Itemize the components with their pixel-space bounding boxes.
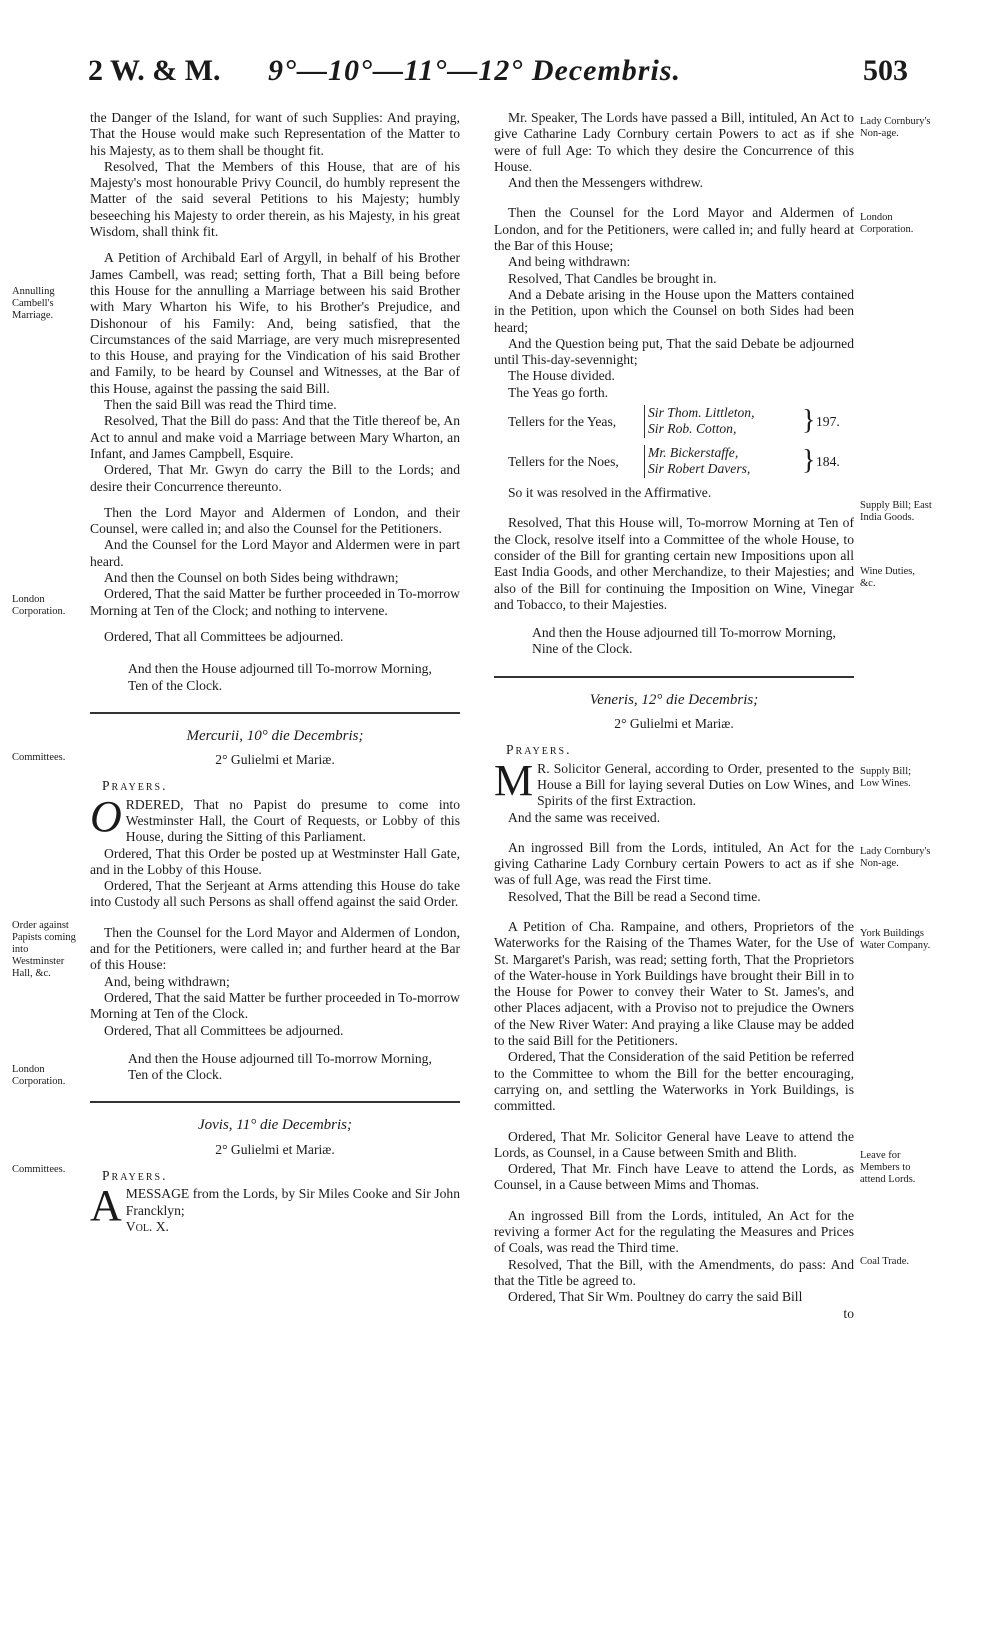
tellers-label: Tellers for the Yeas, [508,414,617,430]
margin-note-leave-for-members: Leave for Members to attend Lords. [860,1150,916,1185]
paragraph: Resolved, That the Members of this House, that are of his Majesty's most honourable Privy Council, do humbly represent the Matter of the said several Petitions to his Majesty; humbly beseeching his Majesty to order therein, as his Majesty, in his great Wisdom, shall think fit. [90,158,460,240]
teller-name: Mr. Bickerstaffe, [648,445,739,461]
vote-count: 197. [816,414,840,430]
paragraph: An ingrossed Bill from the Lords, intituled, An Act for the reviving a former Act for the regulating the Measures and Prices of Coals, was read the Third time. [494,1207,854,1256]
day-heading: Veneris, 12° die Decembris; [589,691,759,708]
right-column [494,110,854,1322]
page-number: 503 [863,54,908,87]
paragraph: So it was resolved in the Affirmative. [508,485,712,501]
paragraph: Ordered, That Mr. Gwyn do carry the Bill to the Lords; and desire their Concurrence thereunto. [90,462,460,494]
teller-name: Sir Thom. Littleton, [648,405,755,421]
paragraph: Resolved, That this House will, To-morrow Morning at Ten of the Clock, resolve itself into a Committee of the whole House, to consider of the Bill for granting certain new Impositions upon all East India Goods, and other Merchandize, to their Majesties; and also of the Bill for continuing the Imposition on Wine, Vinegar and Tobacco, to their Majesties. [494,515,854,612]
section-divider [90,712,460,714]
paragraph: A Petition of Cha. Rampaine, and others, Proprietors of the Waterworks for the Raising of the Thames Water, for the Use of St. Margaret's Parish, was read; setting forth, That the Proprietors of the Water-house in York Buildings have brought their Bill in to the House for Power to convey their Water to St. James's, and other Places adjacent, with a Proviso not to prejudice the Owners of the New River Water: And praying a like Clause may be added to the said Bill for the Petitioners. [494,918,854,1049]
paragraph-text: R. Solicitor General, according to Order, presented to the House a Bill for laying several Duties on Low Wines, and Spirits of the first Extraction. [537,760,854,809]
margin-note-york-buildings: York Buildings Water Company. [860,928,931,951]
margin-note-supply-east-india: Supply Bill; East India Goods. [860,500,932,523]
paragraph: Resolved, That the Bill be read a Second time. [508,888,761,904]
paragraph: Ordered, That the Consideration of the said Petition be referred to the Committee to whom the Bill for the better encouraging, carrying on, and settling the Waterworks in York Buildings, is committed. [494,1049,854,1114]
teller-names [644,405,755,438]
margin-note-order-against-papists: Order against Papists coming into Westminster Hall, &c. [12,920,76,979]
margin-note-committees: Committees. [12,752,66,763]
margin-note-lady-cornbury: Lady Cornbury's Non-age. [860,116,931,139]
paragraph: Ordered, That the Serjeant at Arms attending this House do take into Custody all such Persons as shall offend against the said Order. [90,878,460,910]
section-divider [90,1101,460,1103]
paragraph: And the Question being put, That the said Debate be adjourned until This-day-sevennight; [494,335,854,368]
paragraph: And the Counsel for the Lord Mayor and Aldermen were in part heard. [90,537,460,569]
tellers-noes [494,445,854,481]
paragraph: And a Debate arising in the House upon the Matters contained in the Petition, upon which the Counsel on both Sides had been heard; [494,286,854,335]
header-regnal-year: 2 W. & M. [88,54,221,87]
paragraph: Ordered, That the said Matter be further proceeded in To-morrow Morning at Ten of the Clock; and nothing to intervene. [90,586,460,618]
paragraph: Resolved, That the Bill do pass: And that the Title thereof be, An Act to annul and make void a Marriage between Mary Wharton, an Infant, and James Campbell, Esquire. [90,413,460,461]
volume-signature: Vol. X. [125,1218,169,1234]
catchword: to [843,1305,854,1321]
tellers-label: Tellers for the Noes, [508,454,619,470]
left-column [90,110,460,1235]
vote-count: 184. [816,454,840,470]
brace-glyph: } [802,445,816,477]
margin-note-lady-cornbury-2: Lady Cornbury's Non-age. [860,846,931,869]
margin-note-wine-duties: Wine Duties, &c. [860,566,915,589]
day-heading: Mercurii, 10° die Decembris; [186,727,364,744]
regnal-line: 2° Gulielmi et Mariæ. [215,1141,335,1157]
tellers-yeas [494,405,854,441]
paragraph: A Petition of Archibald Earl of Argyll, in behalf of his Brother James Cambell, was read; setting forth, That a Bill being before this House for the annulling a Marriage between his said Brother with Mary Wharton his Wife, to his Brother's Prejudice, and Dishonour of his Family: And, being satisfied, that the Circumstances of the said Marriage, are very much misrepresented to this House, and praying for the Vindication of his said Brother and Family, to be heard by Counsel and Witnesses, at the Bar of this House, against the passing the said Bill. [90,250,460,396]
regnal-line: 2° Gulielmi et Mariæ. [215,752,335,768]
page-header [88,54,908,104]
paragraph: Then the said Bill was read the Third time. [104,397,337,413]
adjournment-note: And then the House adjourned till To-morrow Morning, Nine of the Clock. [532,625,836,657]
paragraph: Resolved, That Candles be brought in. [508,270,717,286]
teller-name: Sir Robert Davers, [648,461,751,477]
section-divider [494,676,854,678]
paragraph: Then the Lord Mayor and Aldermen of London, and their Counsel, were called in; and also the Counsel for the Petitioners. [90,504,460,537]
prayers-heading: Prayers. [102,778,168,794]
paragraph: The House divided. [508,368,615,384]
paragraph: Ordered, That Mr. Finch have Leave to attend the Lords, as Counsel, in a Cause between Mims and Thomas. [494,1161,854,1193]
paragraph: And then the Messengers withdrew. [508,175,704,191]
paragraph: Mr. Speaker, The Lords have passed a Bill, intituled, An Act to give Catharine Lady Cornbury certain Powers to act as if she were of full Age: To which they desire the Concurrence of this House. [494,110,854,174]
prayers-heading: Prayers. [506,742,572,758]
paragraph-text: RDERED, That no Papist do presume to come into Westminster Hall, the Court of Requests, or Lobby of this House, during the Sitting of this Parliament. [125,796,460,845]
paragraph: Ordered, That the said Matter be further proceeded in To-morrow Morning at Ten of the Clock. [90,989,460,1022]
paragraph [494,755,854,810]
teller-name: Sir Rob. Cotton, [648,421,737,437]
drop-cap: O [90,791,122,841]
paragraph: And, being withdrawn; [104,973,230,989]
paragraph: Ordered, That this Order be posted up at Westminster Hall Gate, and in the Lobby of this House. [90,845,460,877]
paragraph: Ordered, That all Committees be adjourned. [104,628,344,644]
drop-cap: A [90,1181,122,1231]
prayers-heading: Prayers. [102,1168,168,1184]
paragraph: Ordered, That Sir Wm. Poultney do carry the said Bill [508,1289,803,1305]
adjournment-note: And then the House adjourned till To-morrow Morning, Ten of the Clock. [128,1050,432,1083]
paragraph-text: MESSAGE from the Lords, by Sir Miles Cooke and Sir John Francklyn; [125,1186,460,1218]
paragraph [90,791,460,846]
paragraph: Ordered, That Mr. Solicitor General have Leave to attend the Lords, as Counsel, in a Cause between Smith and Blith. [494,1128,854,1160]
paragraph: Ordered, That all Committees be adjourned. [104,1022,344,1038]
margin-note-london-corporation-2: London Corporation. [12,1064,66,1087]
header-dates: 9°—10°—11°—12° Decembris. [268,54,681,87]
paragraph: Resolved, That the Bill, with the Amendments, do pass: And that the Title be agreed to. [494,1256,854,1288]
paragraph: The Yeas go forth. [508,384,609,400]
margin-note-committees-2: Committees. [12,1164,66,1175]
paragraph: Then the Counsel for the Lord Mayor and Aldermen of London, and for the Petitioners, were called in; and fully heard at the Bar of this House; [494,205,854,254]
paragraph: And being withdrawn: [508,254,631,270]
paragraph: An ingrossed Bill from the Lords, intituled, An Act for the giving Catharine Lady Cornbury certain Powers to act as if she was of full Age, was read the First time. [494,839,854,888]
brace-glyph: } [802,405,816,437]
margin-note-coal-trade: Coal Trade. [860,1256,910,1267]
day-heading: Jovis, 11° die Decembris; [197,1117,352,1134]
margin-note-supply-low-wines: Supply Bill; Low Wines. [860,766,912,789]
paragraph: And the same was received. [508,809,661,825]
paragraph: the Danger of the Island, for want of such Supplies: And praying, That the House would make such Representation of the Matter to his Majesty, as to them shall be thought fit. [90,110,460,158]
paragraph: Then the Counsel for the Lord Mayor and Aldermen of London, and for the Petitioners, were called in; and further heard at the Bar of this House: [90,924,460,973]
drop-cap: M [494,755,534,805]
margin-note-london-corporation-r: London Corporation. [860,212,914,235]
paragraph: And then the Counsel on both Sides being withdrawn; [104,570,399,586]
regnal-line: 2° Gulielmi et Mariæ. [614,716,734,732]
margin-note-london-corporation: London Corporation. [12,594,66,617]
margin-note-annulling-marriage: Annulling Cambell's Marriage. [12,286,55,321]
adjournment-note: And then the House adjourned till To-morrow Morning, Ten of the Clock. [128,661,432,693]
teller-names [644,445,750,478]
